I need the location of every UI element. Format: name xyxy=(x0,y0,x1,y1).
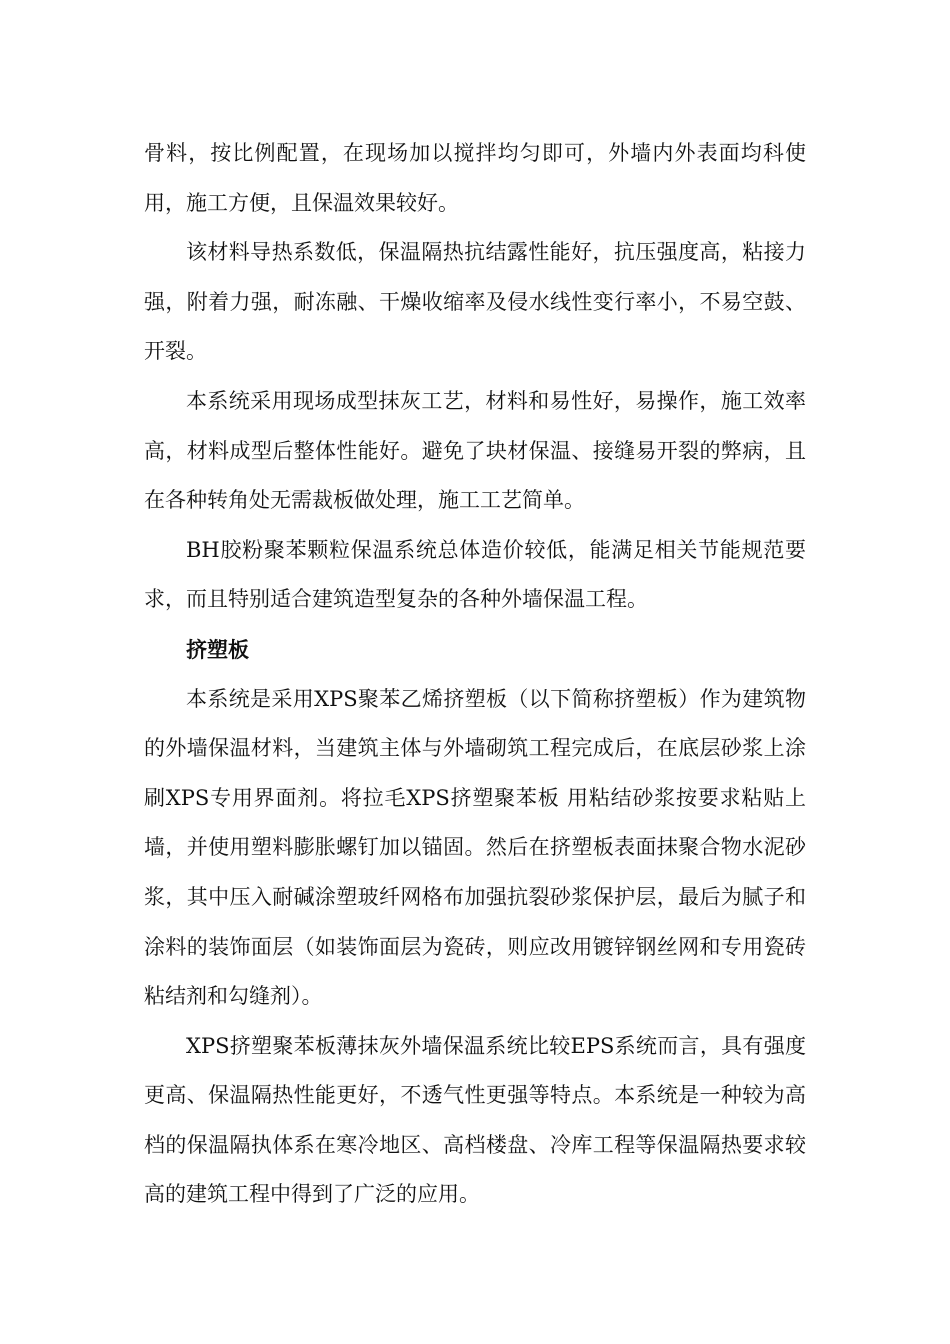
paragraph-bh-system-cost: BH胶粉聚苯颗粒保温系统总体造价较低，能满足相关节能规范要求，而且特别适合建筑造型复杂的各种外墙保温工程。 xyxy=(144,537,806,612)
document-body xyxy=(144,129,806,1220)
paragraph-xps-system-description: 本系统是采用XPS聚苯乙烯挤塑板（以下简称挤塑板）作为建筑物的外墙保温材料，当建筑主体与外墙砌筑工程完成后，在底层砂浆上涂刷XPS专用界面剂。将拉毛XPS挤塑聚苯板 用粘结砂浆按要求粘贴上墙，并使用塑料膨胀螺钉加以锚固。然后在挤塑板表面抹聚合物水泥砂浆，其中压入耐碱涂塑玻纤网格布加强抗裂砂浆保护层，最后为腻子和涂料的装饰面层（如装饰面层为瓷砖，则应改用镀锌钢丝网和专用瓷砖粘结剂和勾缝剂）。 xyxy=(144,686,806,1009)
paragraph-xps-vs-eps: XPS挤塑聚苯板薄抹灰外墙保温系统比较EPS系统而言，具有强度更高、保温隔热性能更好，不透气性更强等特点。本系统是一种较为高档的保温隔执体系在寒冷地区、高档楼盘、冷库工程等保温隔热要求较高的建筑工程中得到了广泛的应用。 xyxy=(144,1033,806,1207)
paragraph-system-process: 本系统采用现场成型抹灰工艺，材料和易性好，易操作，施工效率高，材料成型后整体性能好。避免了块材保温、接缝易开裂的弊病，且在各种转角处无需裁板做处理，施工工艺简单。 xyxy=(144,388,806,513)
paragraph-aggregate-usage: 骨料，按比例配置，在现场加以搅拌均匀即可，外墙内外表面均科使用，施工方便，且保温效果较好。 xyxy=(144,141,806,215)
paragraph-material-properties: 该材料导热系数低，保温隔热抗结露性能好，抗压强度高，粘接力强，附着力强，耐冻融、干燥收缩率及侵水线性变行率小，不易空鼓、开裂。 xyxy=(144,240,806,364)
section-heading-xps-board: 挤塑板 xyxy=(186,636,249,662)
